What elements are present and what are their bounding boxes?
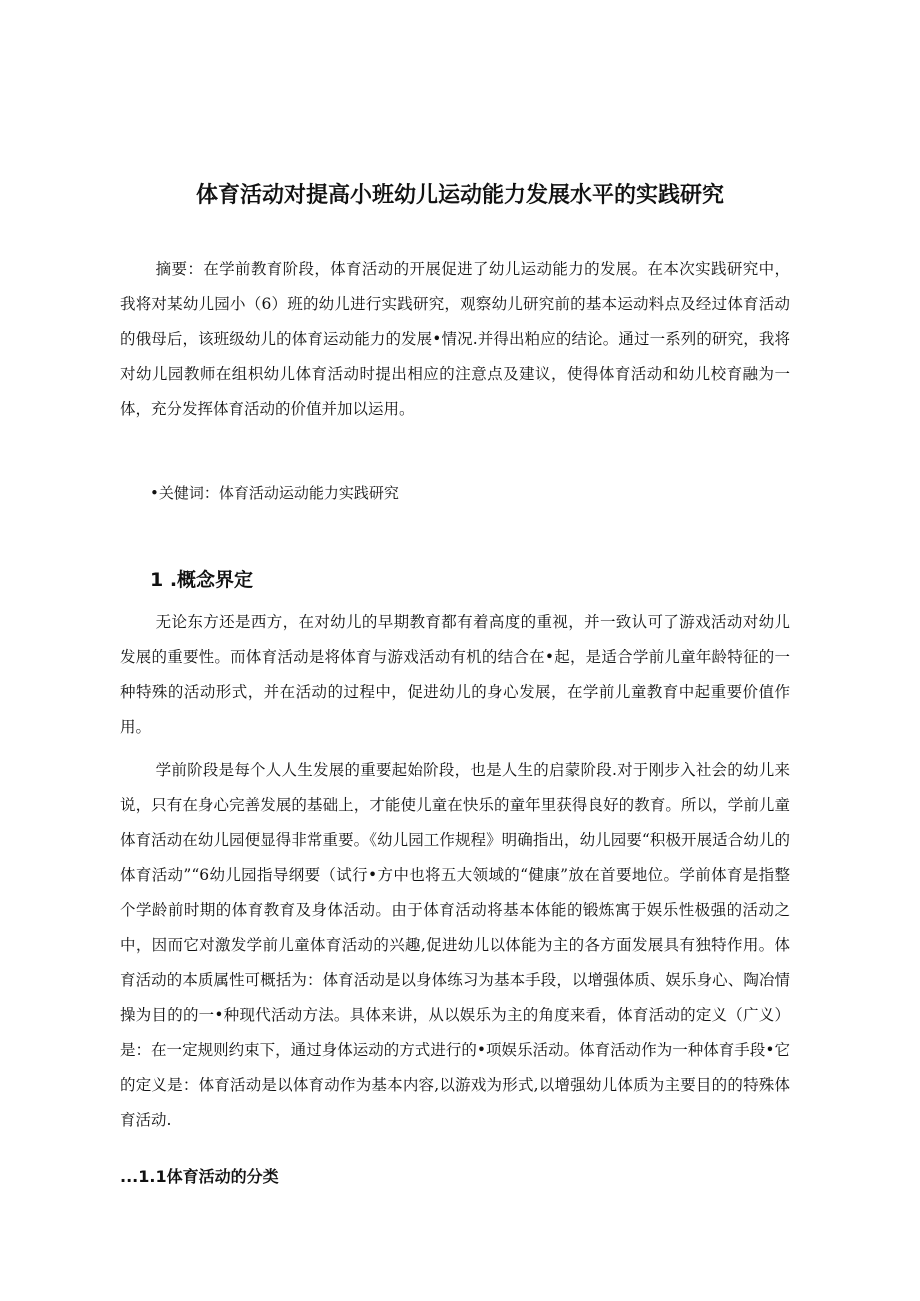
subsection-heading-1-1: ...1.1体育活动的分类 [120, 1167, 279, 1186]
keywords-line: •关健词：体育活动运动能力实践研究 [150, 484, 399, 502]
section-heading-1: 1 .概念界定 [150, 569, 254, 591]
section1-paragraph-1: 无论东方还是西方，在对幼儿的早期教育都有着高度的重视，并一致认可了游戏活动对幼儿发展的重要性。而体育活动是将体育与游戏活动有机的结合在•起，是适合学前儿童年龄特征的一种特殊的活动形式，并在活动的过程中，促进幼儿的身心发展，在学前儿童教育中起重要价值作用。 [120, 613, 790, 736]
section1-paragraph-2: 学前阶段是每个人人生发展的重要起始阶段，也是人生的启蒙阶段.对于刚步入社会的幼儿来说，只有在身心完善发展的基础上，才能使儿童在快乐的童年里获得良好的教育。所以，学前儿童体育活动在幼儿园便显得非常重要。《幼儿园工作规程》明确指出，幼儿园要“积极开展适合幼儿的体育活动”“6幼儿园指导纲要（试行•方中也将五大领域的“健康”放在首要地位。学前体育是指整个学龄前时期的体育教育及身体活动。由于体育活动将基本体能的锻炼寓于娱乐性极强的活动之中，因而它对激发学前儿童体育活动的兴趣,促进幼儿以体能为主的各方面发展具有独特作用。体育活动的本质属性可概括为：体育活动是以身体练习为基本手段，以增强体质、娱乐身心、陶冶情操为目的的一•种现代活动方法。具体来讲，从以娱乐为主的角度来看，体育活动的定义（广义）是：在一定规则约束下，通过身体运动的方式进行的•项娱乐活动。体育活动作为一种体育手段•它的定义是：体育活动是以体育动作为基本内容,以游戏为形式,以增强幼儿体质为主要目的的特殊体育活动. [120, 761, 790, 1129]
abstract-paragraph: 摘要：在学前教育阶段，体育活动的开展促进了幼儿运动能力的发展。在本次实践研究中，我将对某幼儿园小（6）班的幼儿进行实践研究，观察幼儿研究前的基本运动料点及经过体育活动的俄母后，该班级幼儿的体育运动能力的发展•情况.并得出粕应的结论。通过一系列的研究，我将对幼儿园教师在组枳幼儿体育活动时提出相应的注意点及建议，使得体育活动和幼儿校育融为一体，充分发挥体育活动的价值并加以运用。 [120, 260, 790, 418]
document-title: 体育活动对提高小班幼儿运动能力发展水平的实践研究 [195, 183, 724, 208]
